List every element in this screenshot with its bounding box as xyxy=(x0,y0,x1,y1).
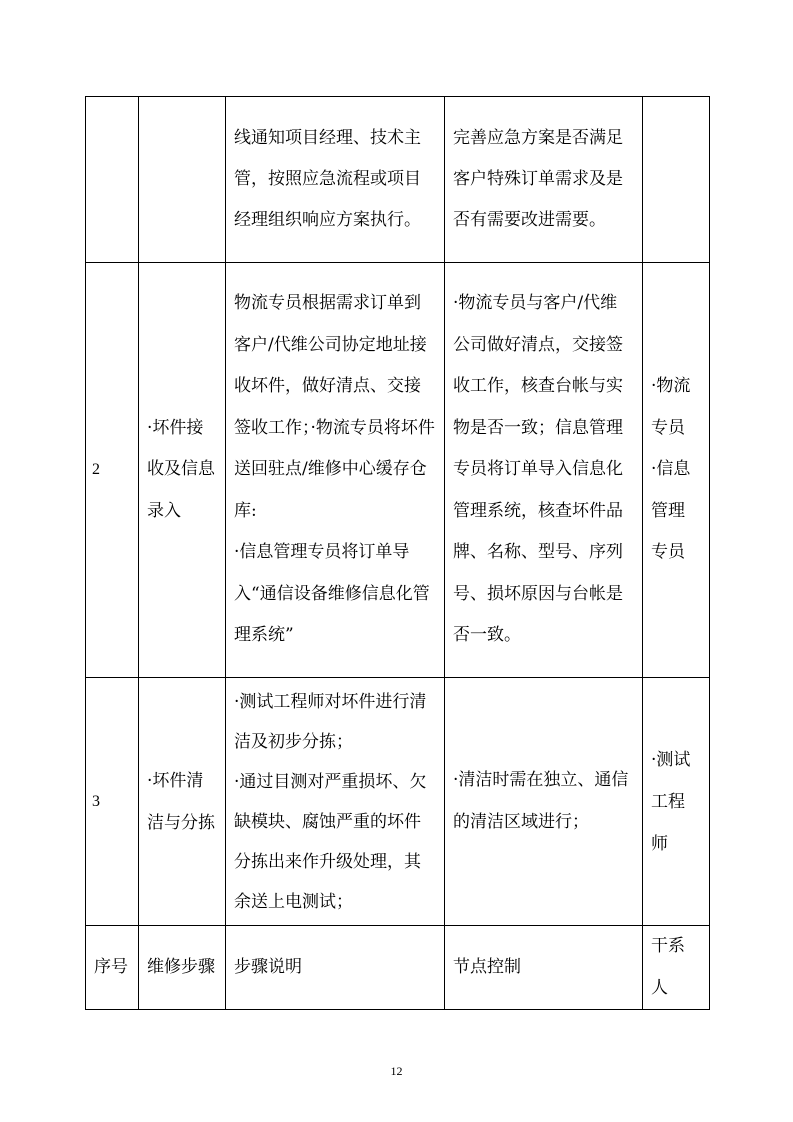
header-number: 序号 xyxy=(86,926,139,1010)
step-cell xyxy=(139,97,226,263)
header-owner: 干系人 xyxy=(643,926,710,1010)
row-number-cell: 2 xyxy=(86,263,139,678)
description-cell xyxy=(226,263,445,678)
description-paragraph: ·信息管理专员将订单导入“通信设备维修信息化管理系统” xyxy=(234,542,430,646)
owner-cell: ·测试工程师 xyxy=(643,678,710,926)
description-paragraph: ·测试工程师对坏件进行清洁及初步分拣； xyxy=(234,691,427,752)
owner-cell xyxy=(643,263,710,678)
repair-process-table xyxy=(85,96,710,1010)
table-row xyxy=(86,263,710,678)
header-control: 节点控制 xyxy=(445,926,643,1010)
header-description: 步骤说明 xyxy=(226,926,445,1010)
row-number-cell: 3 xyxy=(86,678,139,926)
row-number-cell xyxy=(86,97,139,263)
table-row xyxy=(86,97,710,263)
description-cell: 线通知项目经理、技术主管，按照应急流程或项目经理组织响应方案执行。 xyxy=(226,97,445,263)
control-cell: 完善应急方案是否满足客户特殊订单需求及是否有需要改进需要。 xyxy=(445,97,643,263)
header-step: 维修步骤 xyxy=(139,926,226,1010)
header-row xyxy=(86,926,710,1010)
owner-entry: ·信息管理专员 xyxy=(651,459,691,563)
control-cell: ·清洁时需在独立、通信的清洁区域进行； xyxy=(445,678,643,926)
owner-entry: ·物流专员 xyxy=(651,376,691,438)
table-row xyxy=(86,678,710,926)
step-cell: ·坏件接收及信息录入 xyxy=(139,263,226,678)
description-paragraph: 物流专员根据需求订单到客户/代维公司协定地址接收坏件，做好清点、交接签收工作；·物流专员将坏件送回驻点/维修中心缓存仓库: xyxy=(234,293,435,521)
page-number: 12 xyxy=(390,1064,403,1078)
description-paragraph: ·通过目测对严重损坏、欠缺模块、腐蚀严重的坏件分拣出来作升级处理，其余送上电测试； xyxy=(234,771,427,912)
step-cell: ·坏件清洁与分拣 xyxy=(139,678,226,926)
description-cell xyxy=(226,678,445,926)
owner-cell xyxy=(643,97,710,263)
control-cell: ·物流专员与客户/代维公司做好清点，交接签收工作，核查台帐与实物是否一致；信息管理专员将订单导入信息化管理系统，核查坏件品牌、名称、型号、序列号、损坏原因与台帐是否一致。 xyxy=(445,263,643,678)
